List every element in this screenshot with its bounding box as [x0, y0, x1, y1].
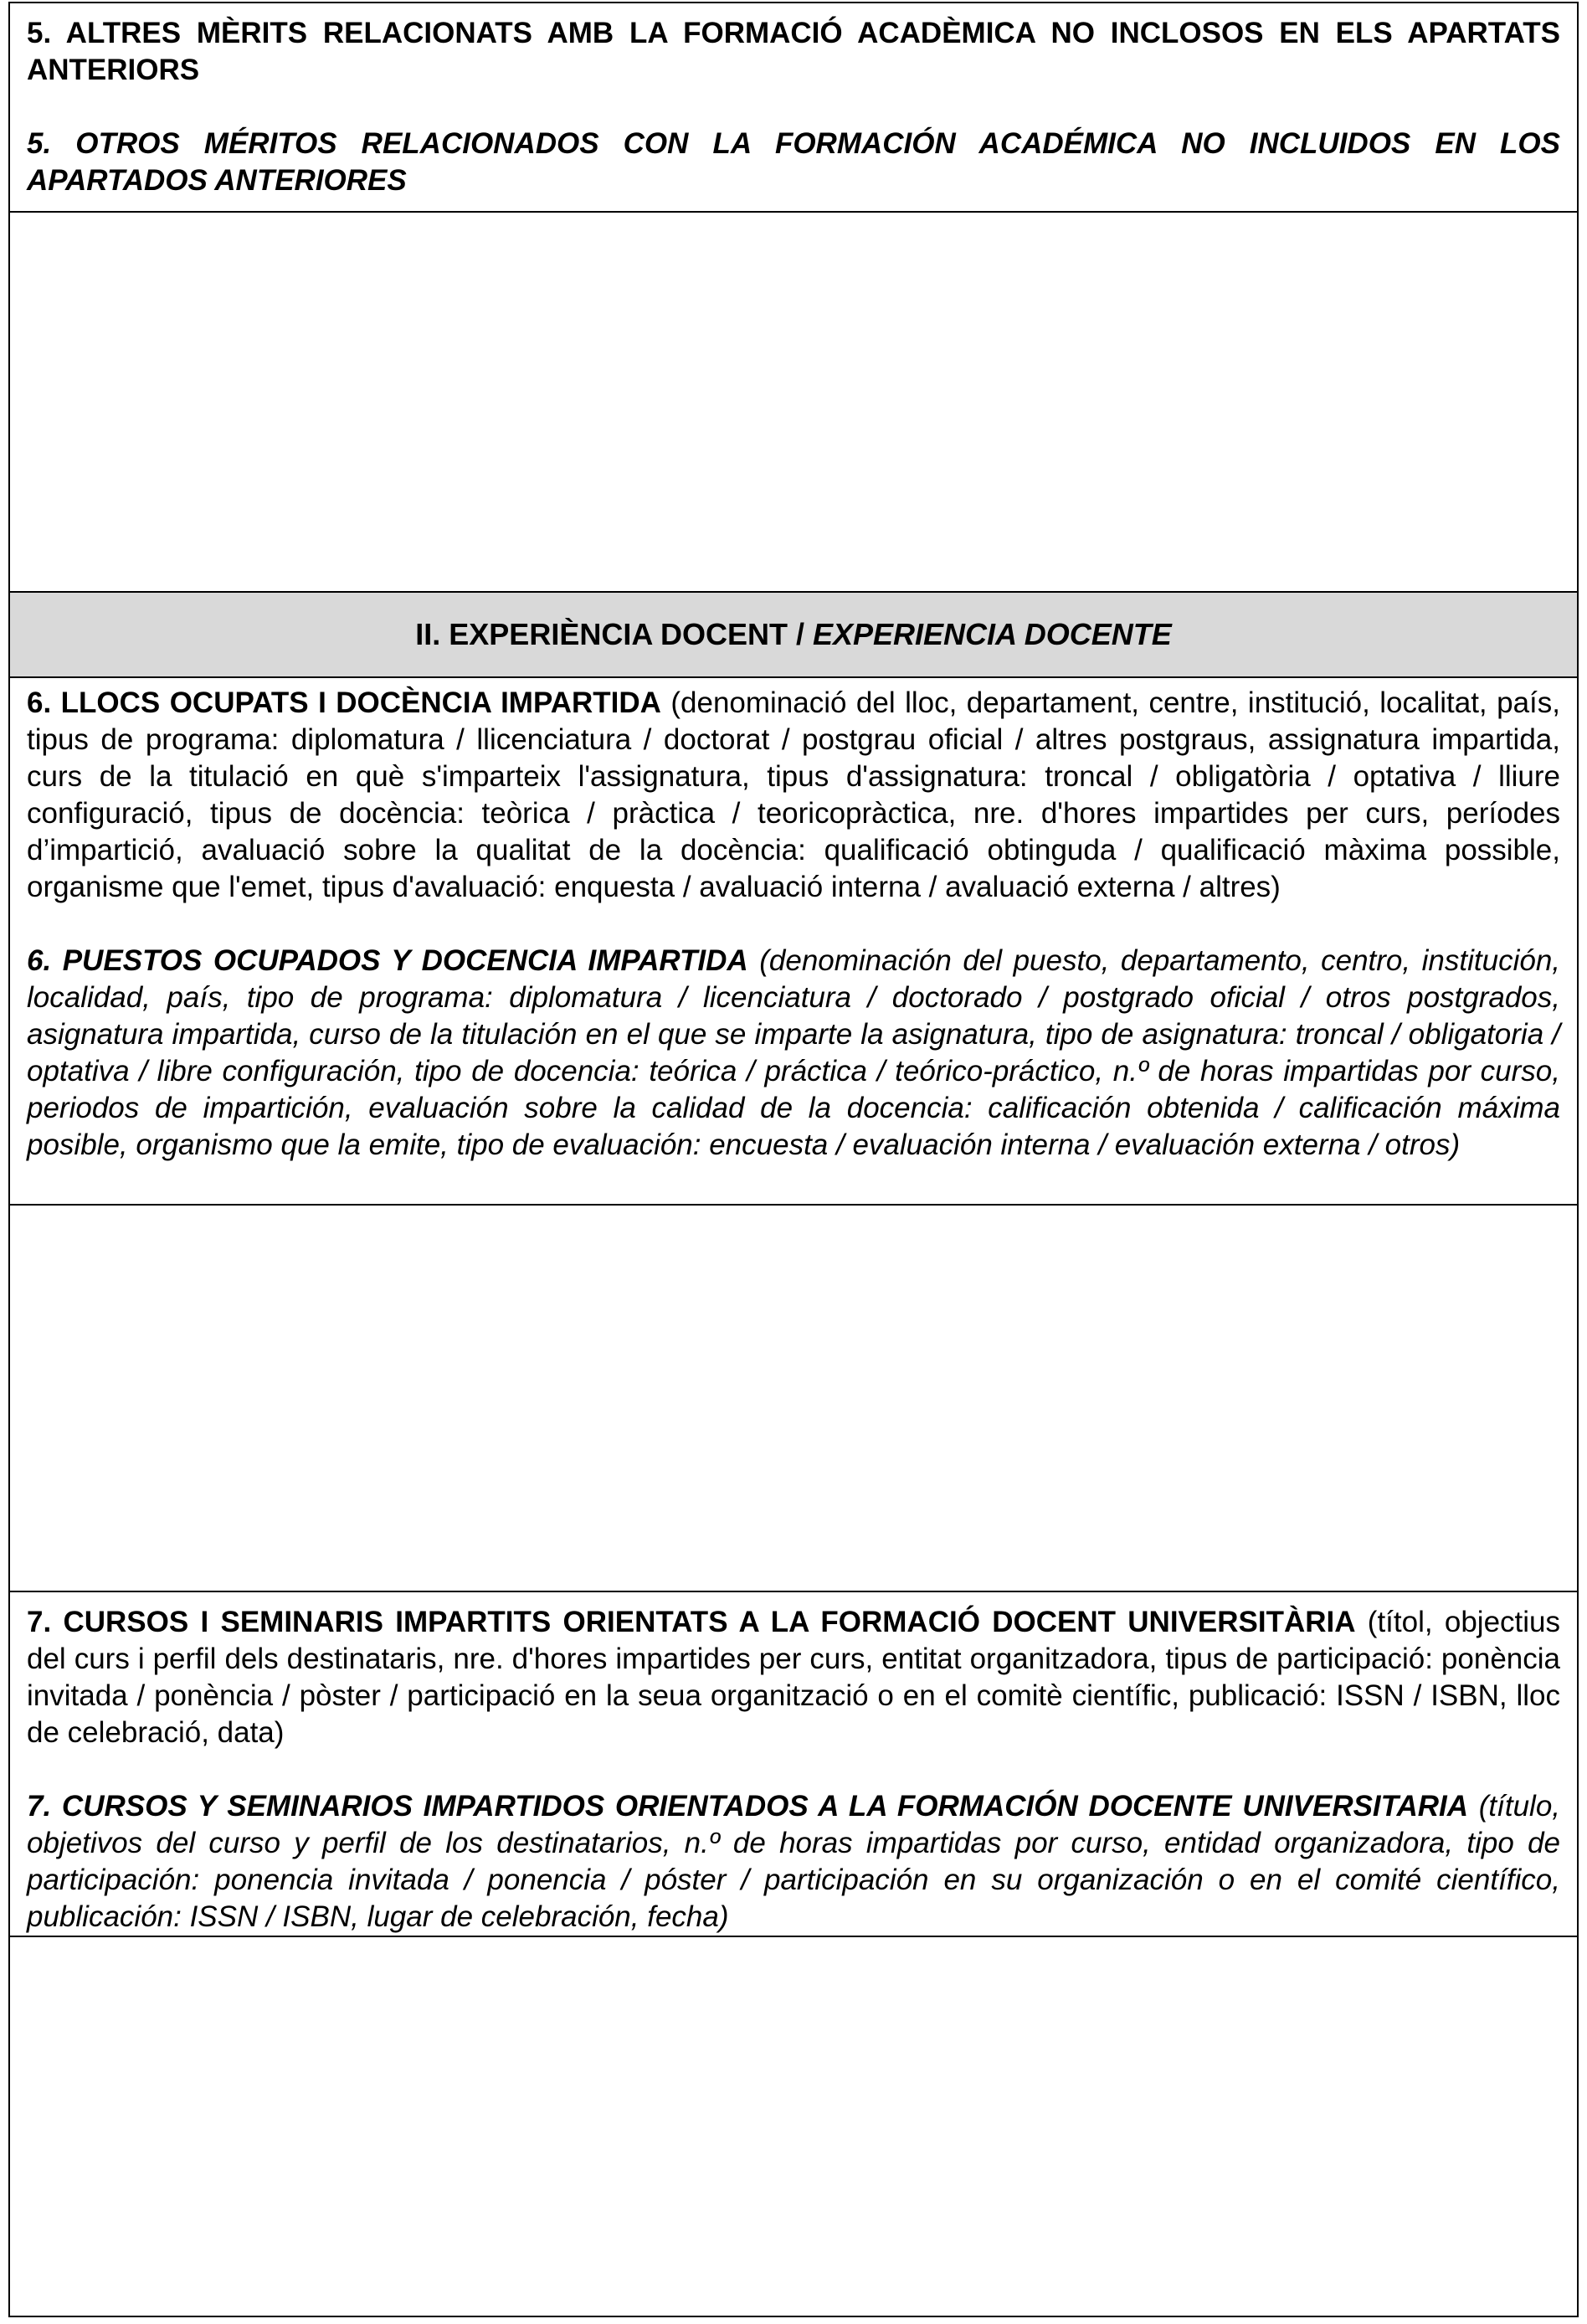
section-6-ca	[27, 685, 1560, 906]
part-2-heading-es: EXPERIENCIA DOCENTE	[813, 617, 1172, 651]
section-6-title-ca: 6. LLOCS OCUPATS I DOCÈNCIA IMPARTIDA	[27, 686, 661, 719]
section-7-desc-es: (título, objetivos del curso y perfil de los destinatarios, n.º de horas impartidas por curso, entidad organizadora, tipo de participación: ponencia invitada / ponencia / póster / participación en su organización o en el comité científico, publicación: ISSN / ISBN, lugar de celebración, fecha)	[27, 1790, 1561, 1933]
part-2-heading-ca: II. EXPERIÈNCIA DOCENT /	[415, 617, 813, 651]
cv-form-table	[8, 2, 1579, 2317]
section-5-title-es: 5. OTROS MÉRITOS RELACIONADOS CON LA FORMACIÓN ACADÉMICA NO INCLUIDOS EN LOS APARTADOS ANTERIORES	[27, 127, 1560, 197]
section-6-title-es: 6. PUESTOS OCUPADOS Y DOCENCIA IMPARTIDA	[27, 944, 748, 977]
section-7-answer-field[interactable]	[10, 1936, 1577, 2316]
part-2-heading	[10, 591, 1577, 678]
section-6-answer-field[interactable]	[10, 1204, 1577, 1591]
section-6-header	[10, 678, 1577, 1204]
section-5-header	[10, 3, 1577, 211]
section-6-desc-ca: (denominació del lloc, departament, centre, institució, localitat, país, tipus de programa: diplomatura / llicenciatura / doctorat / postgrau oficial / altres postgraus, assignatura impartida, curs de la titulació en què s'imparteix l'assignatura, tipus d'assignatura: troncal / obligatòria / optativa / lliure configuració, tipus de docència: teòrica / pràctica / teoricopràctica, nre. d'hores impartides per curs, períodes d’impartició, avaluació sobre la qualitat de la docència: qualificació obtinguda / qualificació màxima possible, organisme que l'emet, tipus d'avaluació: enquesta / avaluació interna / avaluació externa / altres)	[27, 686, 1560, 903]
section-7-ca	[27, 1604, 1560, 1751]
section-7-title-es: 7. CURSOS Y SEMINARIOS IMPARTIDOS ORIENTADOS A LA FORMACIÓN DOCENTE UNIVERSITARIA	[27, 1790, 1468, 1823]
section-7-desc-ca: (títol, objectius del curs i perfil dels destinataris, nre. d'hores impartides per curs, entitat organitzadora, tipus de participació: ponència invitada / ponència / pòster / participació en la seua organització o en el comitè científic, publicació: ISSN / ISBN, lloc de celebració, data)	[27, 1606, 1560, 1749]
section-7-es	[27, 1788, 1560, 1936]
section-5-answer-field[interactable]	[10, 211, 1577, 591]
section-6-desc-es: (denominación del puesto, departamento, centro, institución, localidad, país, tipo de programa: diplomatura / licenciatura / doctorado / postgrado oficial / otros postgrados, asignatura impartida, curso de la titulación en el que se imparte la asignatura, tipo de asignatura: troncal / obligatoria / optativa / libre configuración, tipo de docencia: teórica / práctica / teórico-práctico, n.º de horas impartidas por curso, periodos de impartición, evaluación sobre la calidad de la docencia: calificación obtenida / calificación máxima posible, organismo que la emite, tipo de evaluación: encuesta / evaluación interna / evaluación externa / otros)	[27, 944, 1561, 1161]
section-7-header	[10, 1591, 1577, 1936]
section-6-es	[27, 943, 1560, 1164]
section-5-title-ca: 5. ALTRES MÈRITS RELACIONATS AMB LA FORMACIÓ ACADÈMICA NO INCLOSOS EN ELS APARTATS ANTERIORS	[27, 17, 1560, 86]
section-7-title-ca: 7. CURSOS I SEMINARIS IMPARTITS ORIENTATS A LA FORMACIÓ DOCENT UNIVERSITÀRIA	[27, 1606, 1356, 1638]
